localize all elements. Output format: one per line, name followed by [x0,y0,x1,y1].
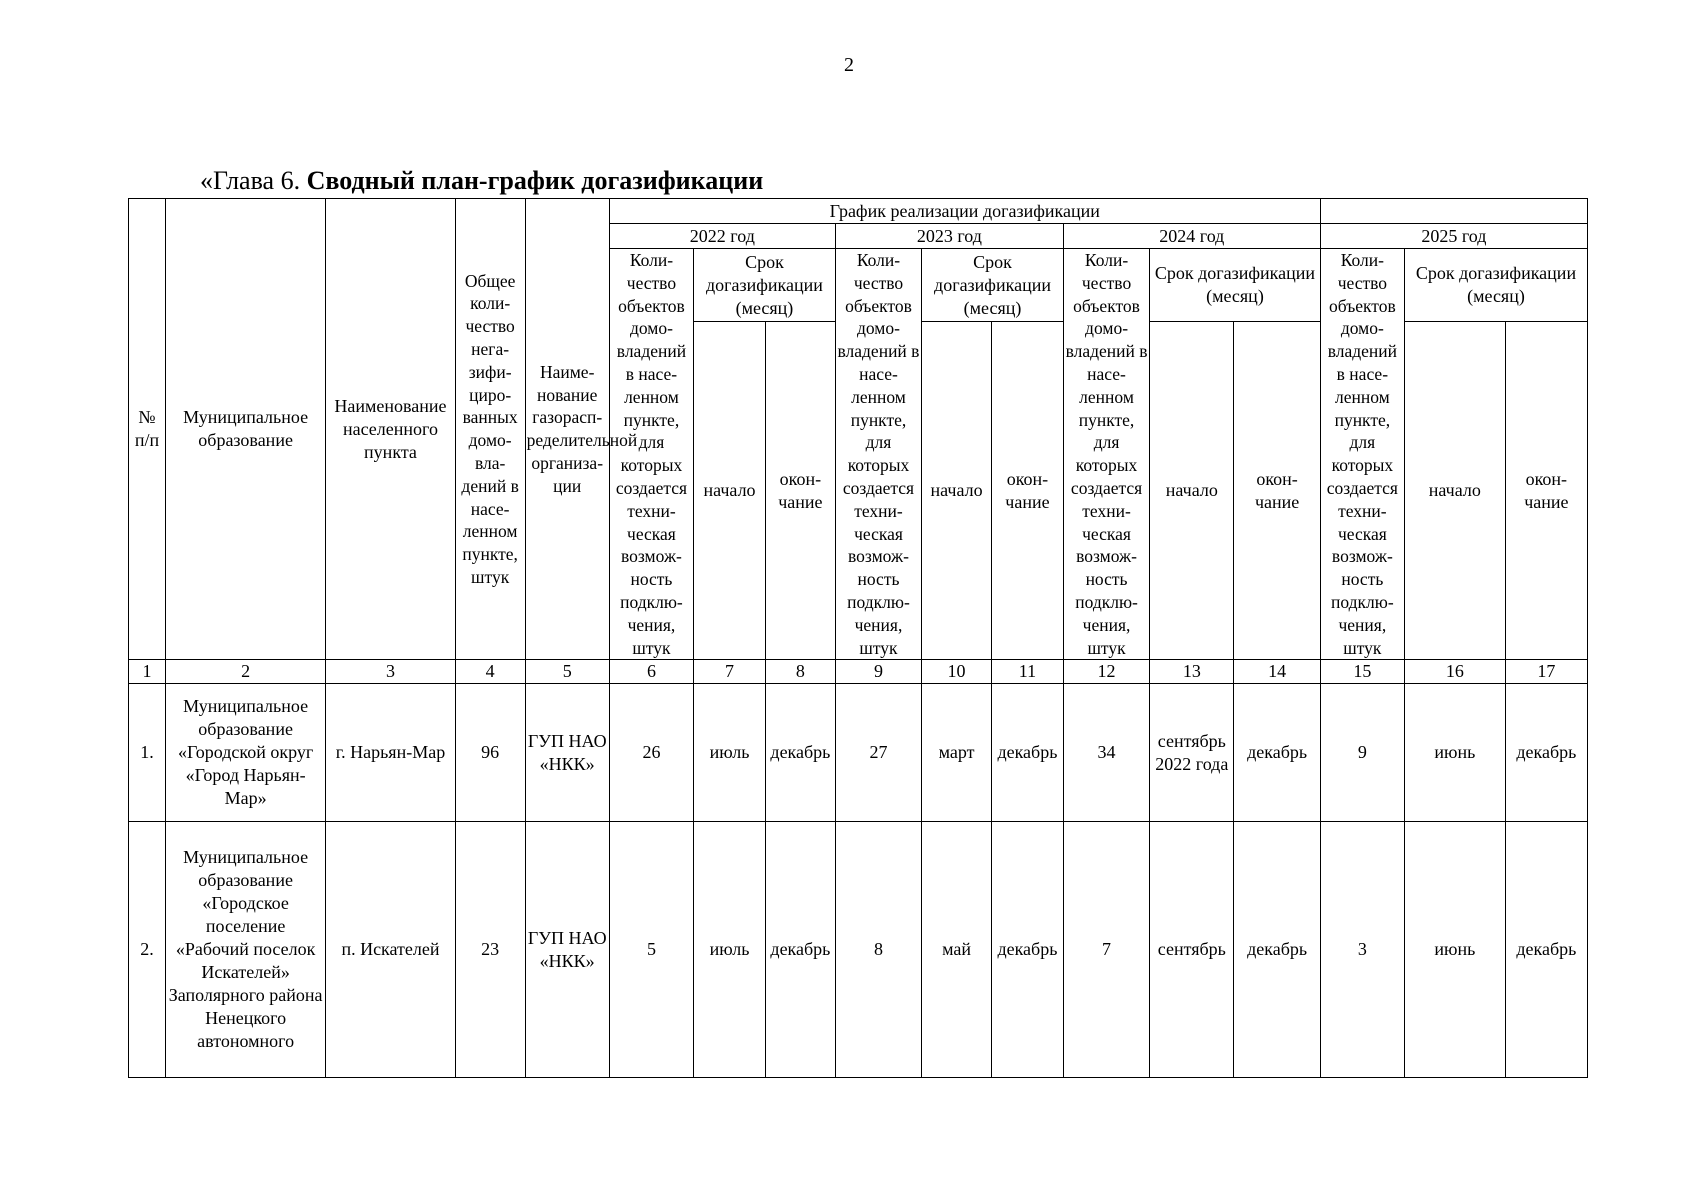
page-number: 2 [844,54,854,76]
col-num: 9 [835,660,921,684]
row-count-2025: 9 [1320,684,1404,822]
header-end-2024: окон-чание [1234,322,1320,660]
gasification-plan-table [128,198,1588,1078]
row-count-2022: 26 [609,684,693,822]
row-count-2022: 5 [609,822,693,1078]
header-count-2022: Коли-чество объектов домо-владений в насе-ленном пункте, для которых создается техни-ческая возмож-ность подклю-чения, штук [609,249,693,660]
header-term-2022: Срок догазификации (месяц) [694,249,836,322]
header-start-2024: начало [1150,322,1234,660]
col-num: 10 [922,660,992,684]
header-row-1 [129,199,1588,224]
row-municipality: Муниципальное образование «Городской округ «Город Нарьян-Мар» [165,684,325,822]
row-count-2025: 3 [1320,822,1404,1078]
header-settlement: Наименование населенного пункта [326,199,455,660]
col-num: 2 [165,660,325,684]
header-start-2025: начало [1404,322,1505,660]
header-start-2023: начало [922,322,992,660]
row-num: 1. [129,684,166,822]
row-total: 23 [455,822,525,1078]
col-num: 12 [1063,660,1149,684]
row-num: 2. [129,822,166,1078]
row-settlement: п. Искателей [326,822,455,1078]
header-count-2025: Коли-чество объектов домо-владений в насе-ленном пункте, для которых создается техни-ческая возмож-ность подклю-чения, штук [1320,249,1404,660]
header-end-2022: окон-чание [765,322,835,660]
row-end-2022: декабрь [765,684,835,822]
col-num: 3 [326,660,455,684]
col-num: 4 [455,660,525,684]
header-year-2025: 2025 год [1320,224,1587,249]
header-num: № п/п [129,199,166,660]
row-end-2025: декабрь [1505,822,1587,1078]
page-title [200,166,763,196]
row-municipality: Муниципальное образование «Городское поселение «Рабочий поселок Искателей» Заполярного района Ненецкого автономного [165,822,325,1078]
row-start-2023: май [922,822,992,1078]
col-num: 11 [991,660,1063,684]
header-term-2023: Срок догазификации (месяц) [922,249,1064,322]
row-end-2023: декабрь [991,684,1063,822]
col-num: 13 [1150,660,1234,684]
row-org: ГУП НАО «НКК» [525,822,609,1078]
header-total-households: Общее коли-чество нега-зифи-циро-ванных домо-вла-дений в насе-ленном пункте, штук [455,199,525,660]
header-year-2024: 2024 год [1063,224,1320,249]
row-start-2022: июль [694,684,766,822]
row-end-2022: декабрь [765,822,835,1078]
col-num: 5 [525,660,609,684]
row-end-2023: декабрь [991,822,1063,1078]
row-end-2024: декабрь [1234,822,1320,1078]
header-term-2024: Срок догазификации (месяц) [1150,249,1321,322]
col-num: 15 [1320,660,1404,684]
header-schedule-blank [1320,199,1587,224]
title-prefix: «Глава 6. [200,166,301,195]
row-end-2025: декабрь [1505,684,1587,822]
row-count-2023: 27 [835,684,921,822]
header-end-2025: окон-чание [1505,322,1587,660]
header-end-2023: окон-чание [991,322,1063,660]
col-num: 7 [694,660,766,684]
table-row [129,684,1588,822]
row-count-2023: 8 [835,822,921,1078]
column-number-row [129,660,1588,684]
table-row [129,822,1588,1078]
row-count-2024: 7 [1063,822,1149,1078]
row-start-2023: март [922,684,992,822]
col-num: 16 [1404,660,1505,684]
row-start-2024: сентябрь [1150,822,1234,1078]
col-num: 14 [1234,660,1320,684]
row-start-2025: июнь [1404,684,1505,822]
header-gas-org: Наиме-нование газорасп-ределительной организа-ции [525,199,609,660]
header-municipality: Муниципальное образование [165,199,325,660]
row-start-2022: июль [694,822,766,1078]
title-bold: Сводный план-график догазификации [306,166,764,195]
header-start-2022: начало [694,322,766,660]
header-term-2025: Срок догазификации (месяц) [1404,249,1587,322]
header-count-2023: Коли-чество объектов домо-владений в насе-ленном пункте, для которых создается техни-ческая возмож-ность подклю-чения, штук [835,249,921,660]
row-settlement: г. Нарьян-Мар [326,684,455,822]
row-start-2025: июнь [1404,822,1505,1078]
header-count-2024: Коли-чество объектов домо-владений в насе-ленном пункте, для которых создается техни-ческая возмож-ность подклю-чения, штук [1063,249,1149,660]
row-org: ГУП НАО «НКК» [525,684,609,822]
col-num: 8 [765,660,835,684]
header-year-2023: 2023 год [835,224,1063,249]
header-schedule: График реализации догазификации [609,199,1320,224]
row-total: 96 [455,684,525,822]
row-end-2024: декабрь [1234,684,1320,822]
col-num: 1 [129,660,166,684]
col-num: 17 [1505,660,1587,684]
col-num: 6 [609,660,693,684]
header-year-2022: 2022 год [609,224,835,249]
row-count-2024: 34 [1063,684,1149,822]
row-start-2024: сентябрь 2022 года [1150,684,1234,822]
